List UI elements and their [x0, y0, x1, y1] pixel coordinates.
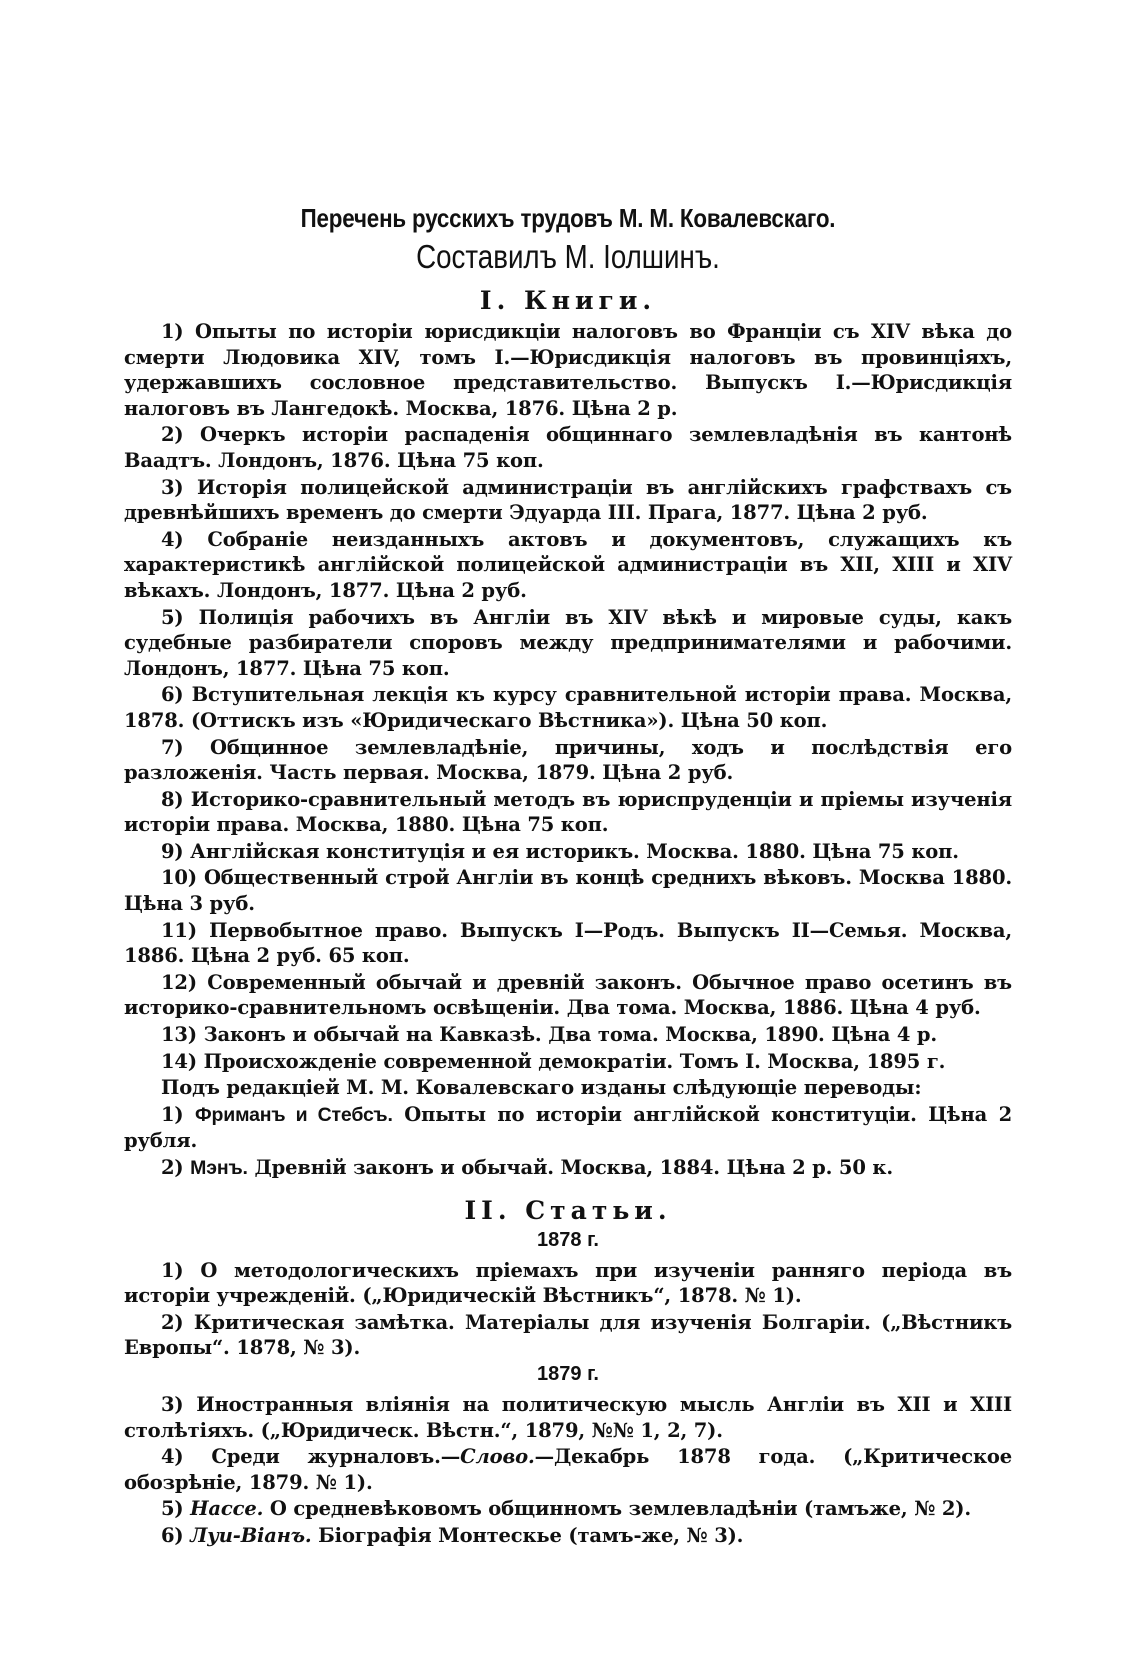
year-heading-1878: 1878 г. [537, 1228, 599, 1251]
entry-text: Вступительная лекція къ курсу сравнительной исторіи права. Москва, 1878. (Оттискъ изъ «Юридическаго Вѣстника»). Цѣна 50 коп. [124, 683, 1012, 732]
entry-text: Біографія Монтескье (тамъ-же, № 3). [318, 1523, 744, 1547]
section-heading-articles: II. Статьи. [464, 1195, 672, 1225]
article-entry [124, 1496, 1012, 1522]
entry-text: Древній законъ и обычай. Москва, 1884. Цѣна 2 р. 50 к. [254, 1156, 893, 1179]
book-entry [124, 605, 1012, 682]
entry-text: Очеркъ исторіи распаденія общиннаго землевладѣнія въ кантонѣ Ваадтъ. Лондонъ, 1876. Цѣна 75 коп. [124, 423, 1012, 472]
entry-text: Собраніе неизданныхъ актовъ и документовъ, служащихъ къ характеристикѣ англійской полицейской администраціи въ XII, XIII и XIV вѣкахъ. Лондонъ, 1877. Цѣна 2 руб. [124, 527, 1013, 602]
entry-number: 6) [161, 683, 184, 707]
entry-text: Общественный строй Англіи въ концѣ среднихъ вѣковъ. Москва 1880. Цѣна 3 руб. [124, 866, 1012, 916]
entry-text: Опыты по исторіи юрисдикціи налоговъ во Франціи съ XIV вѣка до смерти Людовика XIV, томъ I.—Юрисдикція налоговъ въ провинціяхъ, удержавшихъ сословное представительство. Выпускъ I.—Юрисдикція налоговъ въ Лангедокѣ. Москва, 1876. Цѣна 2 р. [124, 320, 1012, 420]
entry-text: Исторія полицейской администраціи въ англійскихъ графствахъ съ древнѣйшихъ временъ до смерти Эдуарда III. Прага, 1877. Цѣна 2 руб. [124, 475, 1012, 525]
entry-number: 5) [161, 605, 184, 629]
entry-number: 4) [161, 527, 184, 551]
book-entry [124, 970, 1012, 1021]
entry-number: 1) [161, 1102, 184, 1126]
entry-text: Полиція рабочихъ въ Англіи въ XIV вѣкѣ и мировые суды, какъ судебные разбиратели споровъ между предпринимателями и рабочими. Лондонъ, 1877. Цѣна 75 коп. [124, 605, 1013, 680]
entry-number: 10) [161, 866, 197, 890]
books-list [124, 319, 1012, 1182]
entry-text-after: —Декабрь 1878 года. („Критическое обозрѣніе, 1879. № 1). [124, 1445, 1013, 1494]
entry-number: 8) [161, 787, 184, 811]
book-entry [124, 475, 1012, 526]
entry-text: Опыты по исторіи англійской конституціи. Цѣна 2 рубля. [124, 1102, 1013, 1153]
entry-number: 7) [161, 735, 184, 759]
entry-number: 9) [161, 839, 184, 863]
year-heading-1879: 1879 г. [537, 1362, 599, 1385]
translation-entry [124, 1155, 1012, 1182]
entry-number: 4) [161, 1445, 184, 1469]
entry-number: 1) [161, 1258, 184, 1282]
entry-number: 12) [161, 970, 197, 994]
entry-number: 13) [161, 1023, 197, 1047]
book-entry [124, 527, 1012, 604]
entry-author: Фриманъ и Стебсъ. [195, 1103, 393, 1126]
entry-number: 6) [161, 1523, 184, 1547]
entry-italic: Луи-Віанъ. [190, 1523, 312, 1547]
article-entry [124, 1310, 1012, 1361]
page-content [124, 203, 1012, 1550]
section-heading-books: I. Книги. [479, 286, 657, 315]
entry-text: О средневѣковомъ общинномъ землевладѣніи (тамъже, № 2). [269, 1497, 972, 1521]
entry-text: Законъ и обычай на Кавказѣ. Два тома. Москва, 1890. Цѣна 4 р. [203, 1023, 938, 1047]
book-entry [124, 918, 1012, 969]
article-entry [124, 1258, 1012, 1309]
entry-number: 2) [161, 423, 184, 447]
entry-text: Происхожденіе современной демократіи. Томъ I. Москва, 1895 г. [203, 1049, 946, 1073]
article-entry [124, 1523, 1012, 1549]
entry-italic: Слово. [460, 1445, 535, 1469]
book-entry [124, 865, 1012, 916]
translations-intro: Подъ редакціей М. М. Ковалевскаго изданы слѣдующіе переводы: [161, 1076, 922, 1100]
book-entry [124, 735, 1012, 786]
entry-number: 14) [161, 1049, 197, 1073]
entry-text-before: Среди журналовъ.— [211, 1445, 461, 1469]
book-entry [124, 839, 1012, 865]
entry-number: 1) [161, 320, 184, 343]
entry-number: 2) [161, 1310, 184, 1334]
book-entry [124, 1049, 1012, 1075]
article-entry [124, 1392, 1012, 1443]
articles-list [124, 1258, 1012, 1549]
entry-number: 3) [161, 1392, 184, 1416]
article-entry [124, 1444, 1012, 1495]
entry-text: Иностранныя вліянія на политическую мысль Англіи въ XII и XIII столѣтіяхъ. („Юридическ. Вѣстн.“, 1879, №№ 1, 2, 7). [124, 1392, 1012, 1442]
translation-entry [124, 1102, 1012, 1154]
entry-text: Современный обычай и древній законъ. Обычное право осетинъ въ историко-сравнительномъ освѣщеніи. Два тома. Москва, 1886. Цѣна 4 руб. [124, 970, 1012, 1020]
entry-text: Историко-сравнительный методъ въ юриспруденціи и пріемы изученія исторіи права. Москва, 1880. Цѣна 75 коп. [124, 787, 1012, 837]
entry-text: Общинное землевладѣніе, причины, ходъ и послѣдствія его разложенія. Часть первая. Москва, 1879. Цѣна 2 руб. [124, 735, 1012, 785]
page-title: Перечень русскихъ трудовъ М. М. Ковалевскаго. [300, 203, 836, 233]
entry-italic: Нассе. [190, 1497, 264, 1521]
entry-text: Первобытное право. Выпускъ I—Родъ. Выпускъ II—Семья. Москва, 1886. Цѣна 2 руб. 65 коп. [124, 918, 1012, 968]
book-entry [124, 319, 1012, 421]
book-entry [124, 682, 1012, 733]
entry-number: 3) [161, 475, 184, 499]
entry-text: Англійская конституція и ея историкъ. Москва. 1880. Цѣна 75 коп. [190, 839, 959, 863]
entry-number: 2) [161, 1156, 184, 1179]
compiler-line: Составилъ М. Іолшинъ. [416, 238, 720, 275]
entry-number: 11) [161, 918, 197, 942]
book-entry [124, 787, 1012, 838]
entry-text: О методологическихъ пріемахъ при изученіи ранняго періода въ исторіи учрежденій. („Юридическій Вѣстникъ“, 1878. № 1). [124, 1258, 1013, 1308]
entry-text: Критическая замѣтка. Матеріалы для изученія Болгаріи. („Вѣстникъ Европы“. 1878, № 3). [124, 1310, 1012, 1360]
entry-author: Мэнъ. [190, 1157, 248, 1179]
book-entry [124, 1022, 1012, 1048]
book-entry [124, 422, 1012, 473]
entry-number: 5) [161, 1497, 184, 1521]
